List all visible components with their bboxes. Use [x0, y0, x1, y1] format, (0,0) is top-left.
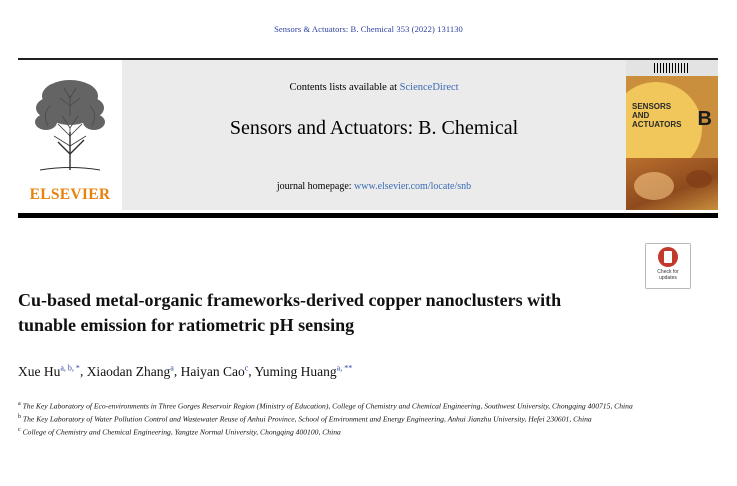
cover-title-text — [632, 102, 714, 130]
author-item — [18, 364, 80, 379]
masthead-bottom-rule — [18, 213, 718, 218]
crossmark-label-line1: Check for — [657, 269, 679, 275]
affiliation-list — [18, 400, 638, 439]
running-head: Sensors & Actuators: B. Chemical 353 (2022) 131130 — [274, 24, 463, 34]
journal-title: Sensors and Actuators: B. Chemical — [229, 117, 519, 139]
author-affiliation-marks: a — [170, 363, 174, 372]
affiliation-mark: a — [18, 401, 21, 407]
journal-homepage-link[interactable]: www.elsevier.com/locate/snb — [354, 181, 472, 192]
author-name: Xiaodan Zhang — [86, 363, 171, 379]
author-item — [87, 364, 174, 379]
cover-blob-dark — [686, 170, 712, 188]
contents-list-line — [122, 82, 626, 93]
masthead-center — [122, 60, 626, 210]
cover-blob-light — [634, 172, 674, 200]
author-affiliation-marks: a, b, * — [60, 363, 80, 372]
journal-masthead — [18, 58, 718, 210]
author-name: Haiyan Cao — [180, 363, 245, 379]
cover-line-3: ACTUATORS — [632, 120, 682, 130]
author-separator: , — [79, 363, 87, 379]
cover-barcode-icon — [654, 63, 688, 73]
author-affiliation-marks: a, ** — [336, 363, 353, 372]
affiliation-item — [18, 400, 638, 412]
affiliation-mark: c — [18, 427, 21, 434]
affiliation-text: College of Chemistry and Chemical Engineering, Yangtze Normal University, Chongqing 400100, China — [22, 427, 341, 437]
affiliation-item — [18, 413, 638, 425]
author-item — [255, 364, 353, 379]
author-separator: , — [173, 363, 181, 379]
author-separator: , — [248, 363, 255, 379]
cover-line-2: AND — [632, 111, 650, 121]
cover-letter-b: B — [697, 108, 712, 130]
affiliation-text: The Key Laboratory of Water Pollution Control and Wastewater Reuse of Anhui Province, School of Environment and Energy Engineering, Anhui Jianzhu University, Hefei 230601, China — [22, 414, 592, 424]
affiliation-item — [18, 426, 638, 438]
crossmark-label — [646, 269, 690, 282]
affiliation-text: The Key Laboratory of Eco-environments in Three Gorges Reservoir Region (Ministry of Education), College of Chemistry and Chemical Engineering, Southwest University, Chongqing 400715, China — [22, 401, 633, 411]
crossmark-label-line2: updates — [659, 275, 677, 282]
elsevier-tree-icon — [28, 66, 112, 176]
contents-prefix: Contents lists available at — [289, 82, 400, 93]
elsevier-wordmark: ELSEVIER — [29, 186, 111, 203]
cover-lower-art — [626, 158, 718, 210]
author-list — [18, 363, 638, 380]
homepage-prefix: journal homepage: — [276, 181, 355, 192]
sciencedirect-link[interactable]: ScienceDirect — [399, 82, 459, 93]
author-name: Yuming Huang — [254, 363, 337, 379]
elsevier-logo-block — [18, 60, 122, 210]
crossmark-icon — [658, 247, 678, 267]
journal-homepage-line — [122, 181, 626, 192]
author-name: Xue Hu — [18, 363, 61, 379]
article-title: Cu-based metal-organic frameworks-derived copper nanoclusters with tunable emission for ratiometric pH sensing — [18, 290, 562, 335]
affiliation-mark: b — [18, 414, 21, 421]
journal-cover-thumbnail — [626, 60, 718, 210]
author-affiliation-marks: c — [244, 363, 249, 372]
crossmark-badge[interactable] — [645, 243, 691, 289]
cover-line-1: SENSORS — [632, 102, 672, 111]
author-item — [181, 364, 249, 379]
